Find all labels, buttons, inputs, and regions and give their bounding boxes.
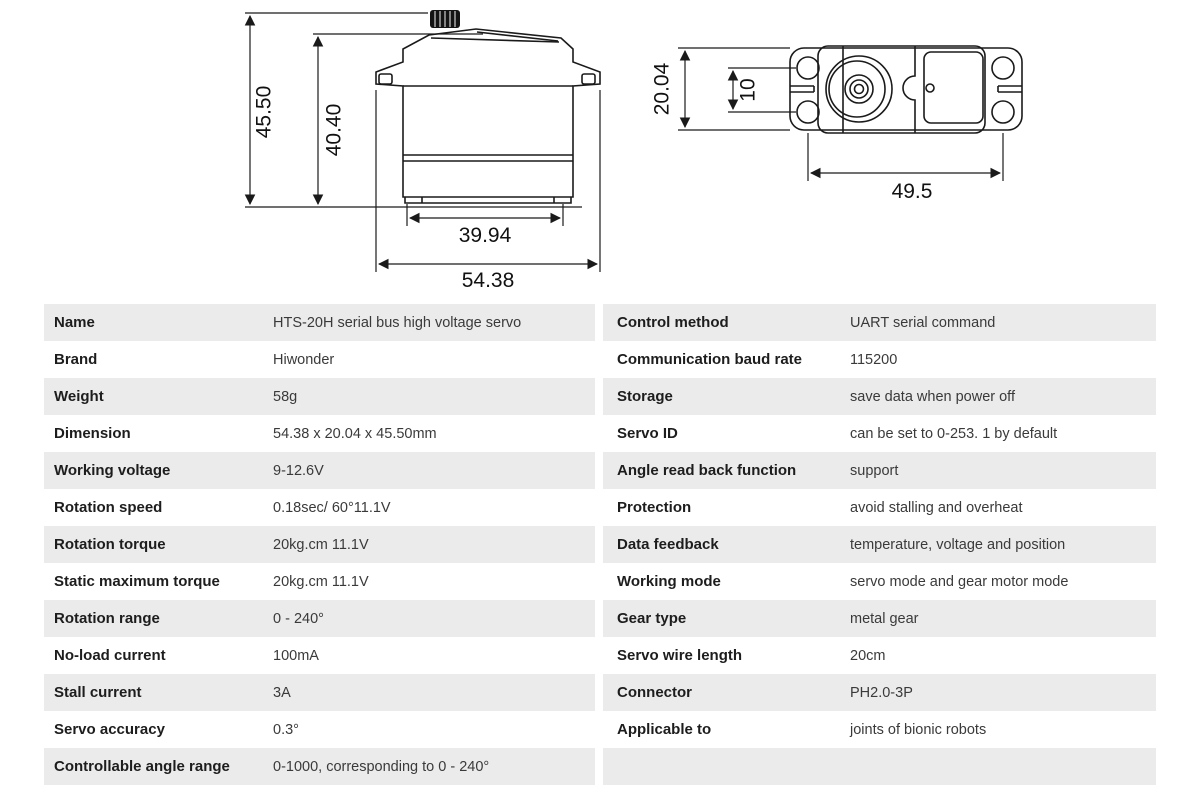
spec-label: Brand (54, 351, 98, 368)
spec-label: Applicable to (617, 721, 712, 738)
spec-label: Servo ID (617, 425, 678, 442)
spec-row (603, 378, 1156, 415)
spec-value: 0 - 240° (273, 610, 324, 627)
case-divider (903, 46, 915, 133)
mount-hole (992, 101, 1014, 123)
spec-row (44, 526, 595, 563)
spec-table-right (603, 304, 1156, 785)
spec-label: Angle read back function (617, 462, 797, 479)
spec-value: PH2.0-3P (850, 684, 913, 701)
spec-value: 20kg.cm 11.1V (273, 573, 369, 590)
mount-hole (797, 57, 819, 79)
dimension-label-depth: 20.04 (650, 62, 674, 116)
spec-label: Dimension (54, 425, 131, 442)
spec-label: Rotation range (54, 610, 160, 627)
output-gear-circle (826, 56, 892, 122)
spec-value: 20cm (850, 647, 886, 664)
flange-slot-right (582, 74, 595, 84)
spec-value: temperature, voltage and position (850, 536, 1066, 553)
spec-value: save data when power off (850, 388, 1015, 405)
spec-label: Working mode (617, 573, 721, 590)
dimension-label-body-height: 40.40 (322, 103, 346, 157)
dimension-label-body-width: 39.94 (458, 224, 512, 247)
spec-row (44, 674, 595, 711)
spec-row (603, 304, 1156, 341)
spec-value: 54.38 x 20.04 x 45.50mm (273, 425, 437, 442)
spec-label: No-load current (54, 647, 166, 664)
servo-body-outline (376, 29, 600, 203)
servo-top-outline (790, 46, 1022, 133)
dimension-label-hole-span: 49.5 (891, 180, 933, 203)
spec-label: Working voltage (54, 462, 171, 479)
spec-row (44, 711, 595, 748)
front-view-dimensions (245, 13, 600, 272)
spec-label: Rotation speed (54, 499, 163, 516)
spec-row (603, 748, 1156, 785)
servo-front-view-drawing (230, 0, 610, 292)
spec-label: Servo accuracy (54, 721, 165, 738)
spec-value: 0-1000, corresponding to 0 - 240° (273, 758, 490, 775)
spec-value: 100mA (273, 647, 319, 664)
spec-value: 58g (273, 388, 298, 405)
spec-row (44, 748, 595, 785)
spec-label: Control method (617, 314, 729, 331)
spec-label: Static maximum torque (54, 573, 220, 590)
spec-row (603, 637, 1156, 674)
spec-value: joints of bionic robots (850, 721, 987, 738)
spec-value: metal gear (850, 610, 919, 627)
spec-label: Storage (617, 388, 673, 405)
spec-value: avoid stalling and overheat (850, 499, 1023, 516)
spec-value: servo mode and gear motor mode (850, 573, 1069, 590)
spec-row (603, 489, 1156, 526)
spec-label: Connector (617, 684, 692, 701)
spec-row (44, 304, 595, 341)
top-view-dimensions (678, 48, 1003, 181)
spec-row (44, 600, 595, 637)
spec-row (603, 711, 1156, 748)
spec-row (603, 600, 1156, 637)
spec-label: Protection (617, 499, 692, 516)
spec-row (44, 341, 595, 378)
spec-label: Weight (54, 388, 104, 405)
servo-shaft-knob (430, 10, 460, 28)
spec-row (44, 563, 595, 600)
spec-value: HTS-20H serial bus high voltage servo (273, 314, 522, 331)
spec-row (603, 452, 1156, 489)
spec-table-left (44, 304, 595, 785)
spec-row (603, 341, 1156, 378)
spec-row (44, 489, 595, 526)
spec-value: support (850, 462, 899, 479)
spec-value: 0.3° (273, 721, 299, 738)
dimension-label-hole-offset: 10 (736, 78, 760, 102)
spec-label: Stall current (54, 684, 142, 701)
servo-top-view-drawing (640, 25, 1040, 205)
cover-screw-hole (926, 84, 934, 92)
dimension-label-total-height: 45.50 (252, 85, 276, 139)
spec-label: Controllable angle range (54, 758, 230, 775)
spec-value: UART serial command (850, 314, 996, 331)
spec-row (44, 452, 595, 489)
spec-value: 9-12.6V (273, 462, 324, 479)
spec-row (44, 378, 595, 415)
spec-label: Communication baud rate (617, 351, 803, 368)
spec-value: can be set to 0-253. 1 by default (850, 425, 1058, 442)
spec-value: 3A (273, 684, 291, 701)
spec-row (603, 526, 1156, 563)
spec-label: Servo wire length (617, 647, 743, 664)
spec-label: Data feedback (617, 536, 719, 553)
spec-label: Name (54, 314, 95, 331)
dimension-label-total-width: 54.38 (461, 269, 515, 292)
spec-row (603, 674, 1156, 711)
spec-row (44, 415, 595, 452)
spec-value: Hiwonder (273, 351, 335, 368)
spec-label: Gear type (617, 610, 687, 627)
spec-value: 20kg.cm 11.1V (273, 536, 369, 553)
spec-value: 115200 (850, 351, 898, 368)
mount-hole (797, 101, 819, 123)
spec-row (603, 415, 1156, 452)
mount-hole (992, 57, 1014, 79)
spec-value: 0.18sec/ 60°11.1V (273, 499, 391, 516)
cover-plate (924, 52, 983, 123)
flange-slot-left (379, 74, 392, 84)
spec-row (44, 637, 595, 674)
spec-row (603, 563, 1156, 600)
mounting-plate (790, 48, 1022, 130)
spec-label: Rotation torque (54, 536, 166, 553)
